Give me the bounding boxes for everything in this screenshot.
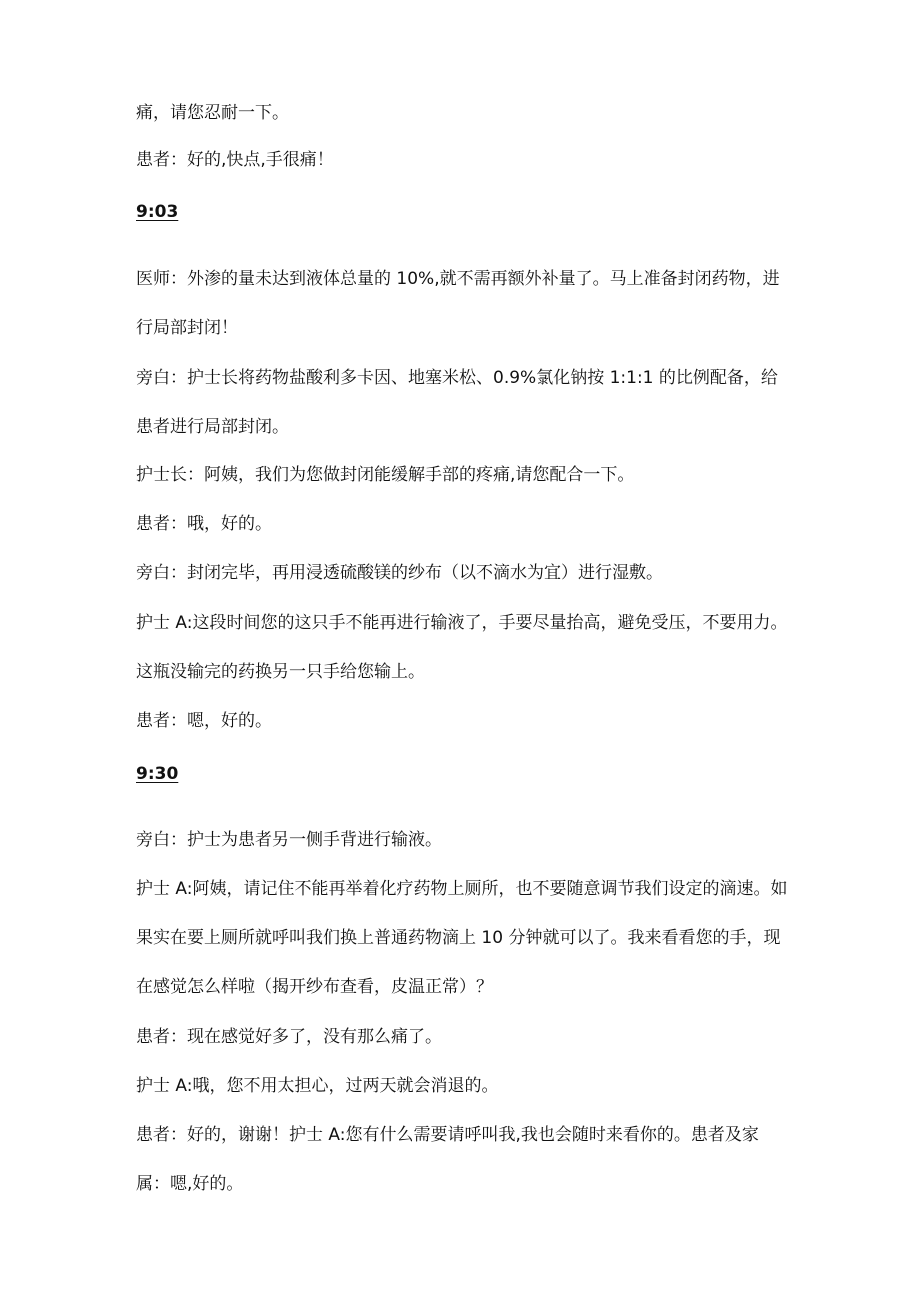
text-line: 旁白：封闭完毕，再用浸透硫酸镁的纱布（以不滴水为宜）进行湿敷。 xyxy=(136,563,663,583)
text-line: 患者：好的，谢谢！护士 A:您有什么需要请呼叫我,我也会随时来看你的。患者及家 xyxy=(136,1125,759,1145)
text-line: 行局部封闭！ xyxy=(136,318,238,338)
timestamp-heading: 9:30 xyxy=(136,764,179,784)
text-line: 这瓶没输完的药换另一只手给您输上。 xyxy=(136,662,425,682)
text-line: 痛，请您忍耐一下。 xyxy=(136,103,289,123)
text-line: 医师：外渗的量未达到液体总量的 10%,就不需再额外补量了。马上准备封闭药物，进 xyxy=(136,269,780,289)
text-line: 属：嗯,好的。 xyxy=(136,1174,244,1194)
text-line: 护士长：阿姨，我们为您做封闭能缓解手部的疼痛,请您配合一下。 xyxy=(136,465,635,485)
timestamp-heading: 9:03 xyxy=(136,202,179,222)
text-line: 在感觉怎么样啦（揭开纱布查看，皮温正常）？ xyxy=(136,977,493,997)
text-line: 果实在要上厕所就呼叫我们换上普通药物滴上 10 分钟就可以了。我来看看您的手，现 xyxy=(136,928,781,948)
text-line: 旁白：护士长将药物盐酸利多卡因、地塞米松、0.9%氯化钠按 1:1:1 的比例配备，给 xyxy=(136,368,778,388)
text-line: 护士 A:这段时间您的这只手不能再进行输液了，手要尽量抬高，避免受压，不要用力。 xyxy=(136,613,788,633)
text-line: 患者：现在感觉好多了，没有那么痛了。 xyxy=(136,1027,442,1047)
text-line: 旁白：护士为患者另一侧手背进行输液。 xyxy=(136,830,442,850)
text-line: 护士 A:阿姨，请记住不能再举着化疗药物上厕所，也不要随意调节我们设定的滴速。如 xyxy=(136,879,788,899)
text-line: 护士 A:哦，您不用太担心，过两天就会消退的。 xyxy=(136,1076,499,1096)
text-line: 患者：好的,快点,手很痛！ xyxy=(136,150,334,170)
text-line: 患者：嗯，好的。 xyxy=(136,711,272,731)
text-line: 患者：哦，好的。 xyxy=(136,514,272,534)
text-line: 患者进行局部封闭。 xyxy=(136,417,289,437)
